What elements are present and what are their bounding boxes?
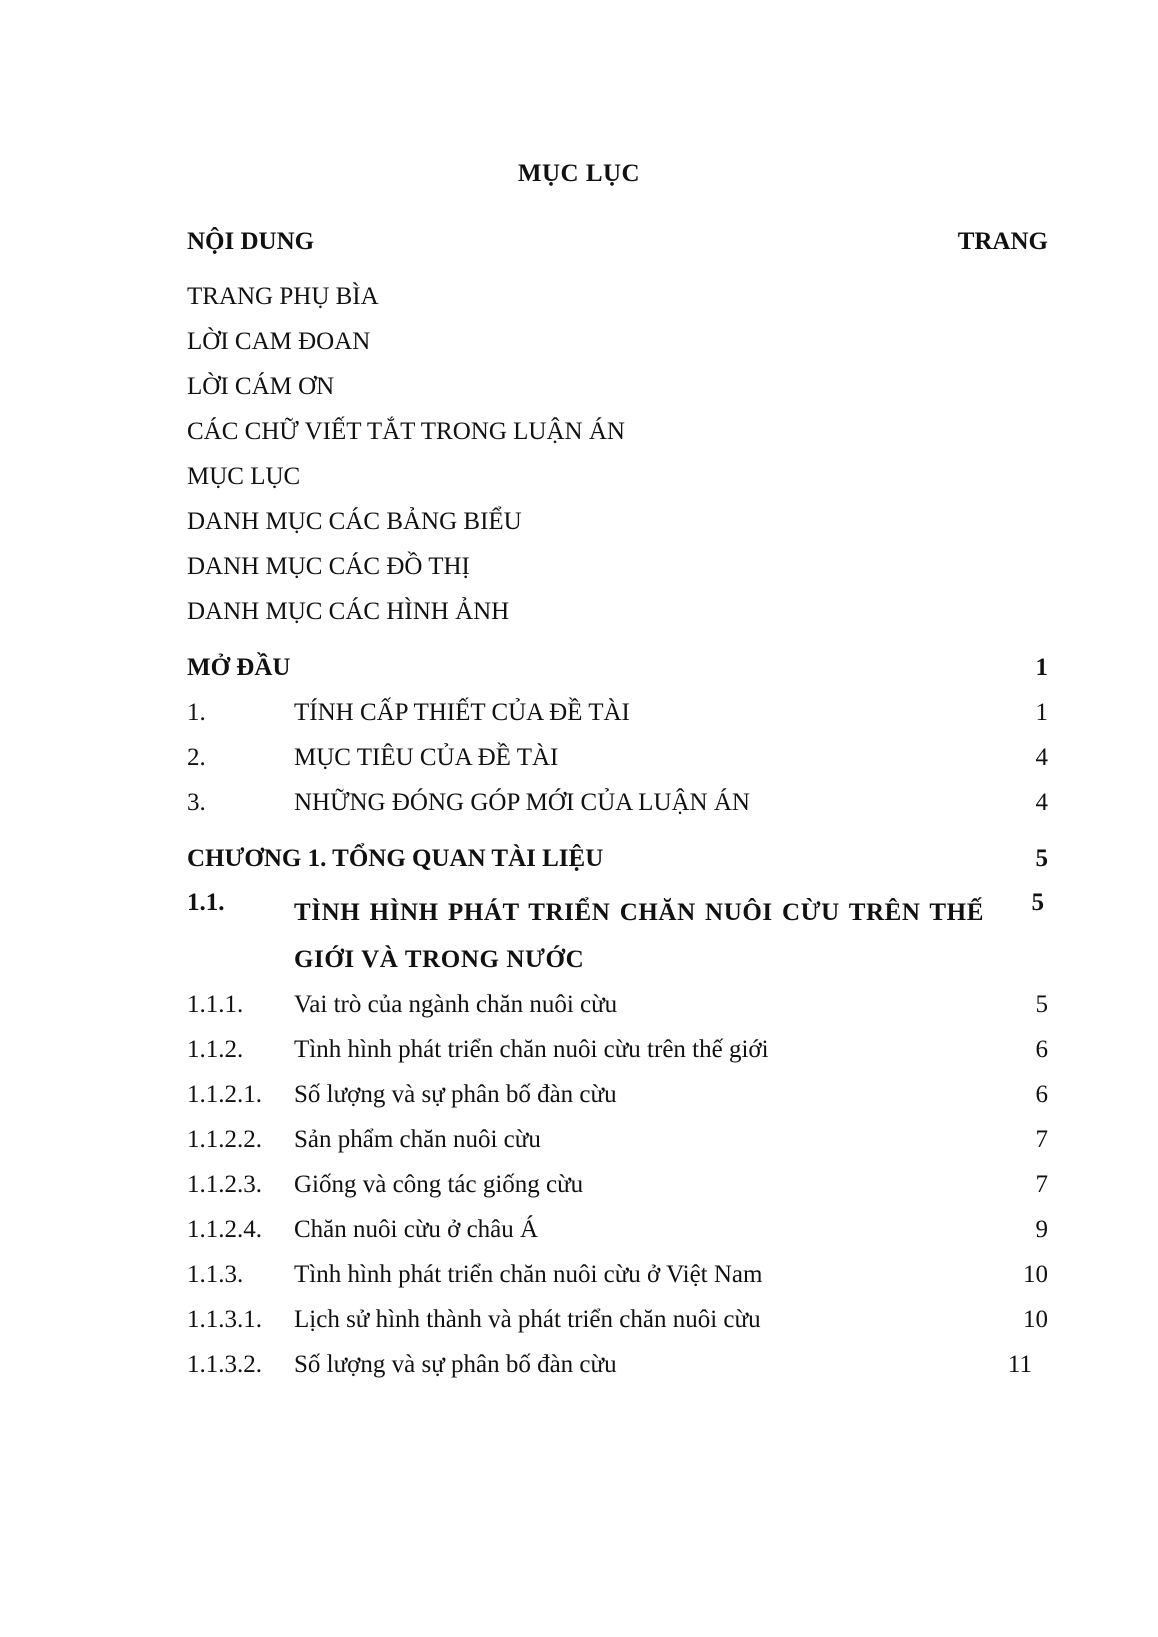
front-matter-item: LỜI CAM ĐOAN (187, 328, 371, 355)
front-matter-item: DANH MỤC CÁC BẢNG BIỂU (187, 508, 522, 535)
entry-page: 7 (1035, 1171, 1048, 1198)
toc-entry (187, 1216, 1048, 1244)
entry-page: 10 (1023, 1261, 1048, 1288)
toc-header-content: NỘI DUNG (187, 228, 315, 255)
toc-entry (187, 1126, 1048, 1154)
entry-text: Tình hình phát triển chăn nuôi cừu ở Việt Nam (294, 1261, 763, 1288)
toc-entry-intro (187, 654, 1048, 682)
entry-text: TÍNH CẤP THIẾT CỦA ĐỀ TÀI (294, 699, 630, 726)
entry-text: Vai trò của ngành chăn nuôi cừu (294, 991, 618, 1018)
entry-text: MỤC TIÊU CỦA ĐỀ TÀI (294, 744, 559, 771)
entry-number: 1.1.3. (187, 1261, 244, 1288)
entry-number: 1.1.1. (187, 991, 244, 1018)
toc-entry (187, 1261, 1048, 1289)
entry-text: Tình hình phát triển chăn nuôi cừu trên thế giới (294, 1036, 769, 1063)
front-matter-item: MỤC LỤC (187, 463, 301, 490)
toc-title: MỤC LỤC (517, 160, 641, 187)
entry-page: 5 (1035, 845, 1048, 872)
entry-number: 1.1.3.1. (187, 1306, 262, 1333)
front-matter-item: DANH MỤC CÁC ĐỒ THỊ (187, 553, 470, 580)
entry-page: 10 (1023, 1306, 1048, 1333)
front-matter-item: DANH MỤC CÁC HÌNH ẢNH (187, 598, 510, 625)
toc-entry-section-1-1 (187, 889, 1048, 983)
entry-text: Chăn nuôi cừu ở châu Á (294, 1216, 539, 1243)
entry-number: 1.1.2.2. (187, 1126, 262, 1153)
entry-number: 3. (187, 789, 206, 816)
entry-number: 1. (187, 699, 206, 726)
toc-entry (187, 1171, 1048, 1199)
entry-number: 2. (187, 744, 206, 771)
toc-entry (187, 789, 1048, 817)
entry-page: 1 (1035, 699, 1048, 726)
toc-entry (187, 1036, 1048, 1064)
entry-page: 5 (1035, 991, 1048, 1018)
entry-page: 11 (1007, 1351, 1032, 1378)
entry-number: 1.1. (187, 889, 225, 916)
entry-number: 1.1.2.1. (187, 1081, 262, 1108)
toc-entry-chapter-1 (187, 845, 1048, 873)
entry-page: 7 (1035, 1126, 1048, 1153)
entry-text: TÌNH HÌNH PHÁT TRIỂN CHĂN NUÔI CỪU TRÊN THẾ GIỚI VÀ TRONG NƯỚC (294, 899, 984, 973)
entry-page: 4 (1035, 744, 1048, 771)
entry-page: 6 (1035, 1081, 1048, 1108)
toc-entry (187, 1306, 1048, 1334)
entry-text: Giống và công tác giống cừu (294, 1171, 584, 1198)
toc-entry (187, 1081, 1048, 1109)
entry-page: 1 (1035, 654, 1048, 681)
toc-entry (187, 699, 1048, 727)
entry-number: 1.1.2.3. (187, 1171, 262, 1198)
toc-header-page: TRANG (957, 228, 1048, 255)
front-matter-item: LỜI CÁM ƠN (187, 373, 335, 400)
entry-page: 5 (1031, 889, 1044, 916)
entry-page: 9 (1035, 1216, 1048, 1243)
entry-number: 1.1.2.4. (187, 1216, 262, 1243)
entry-text: Sản phẩm chăn nuôi cừu (294, 1126, 541, 1153)
front-matter-item: TRANG PHỤ BÌA (187, 283, 379, 310)
entry-text: Số lượng và sự phân bố đàn cừu (294, 1081, 617, 1108)
toc-entry (187, 1351, 1048, 1379)
toc-entry (187, 744, 1048, 772)
entry-page: 4 (1035, 789, 1048, 816)
front-matter-item: CÁC CHỮ VIẾT TẮT TRONG LUẬN ÁN (187, 418, 625, 445)
entry-text: Lịch sử hình thành và phát triển chăn nuôi cừu (294, 1306, 761, 1333)
entry-page: 6 (1035, 1036, 1048, 1063)
entry-text: MỞ ĐẦU (187, 654, 291, 681)
entry-text: CHƯƠNG 1. TỔNG QUAN TÀI LIỆU (187, 845, 604, 872)
toc-entry (187, 991, 1048, 1019)
entry-text: Số lượng và sự phân bố đàn cừu (294, 1351, 617, 1378)
entry-text: NHỮNG ĐÓNG GÓP MỚI CỦA LUẬN ÁN (294, 789, 750, 816)
entry-number: 1.1.2. (187, 1036, 244, 1063)
entry-number: 1.1.3.2. (187, 1351, 262, 1378)
